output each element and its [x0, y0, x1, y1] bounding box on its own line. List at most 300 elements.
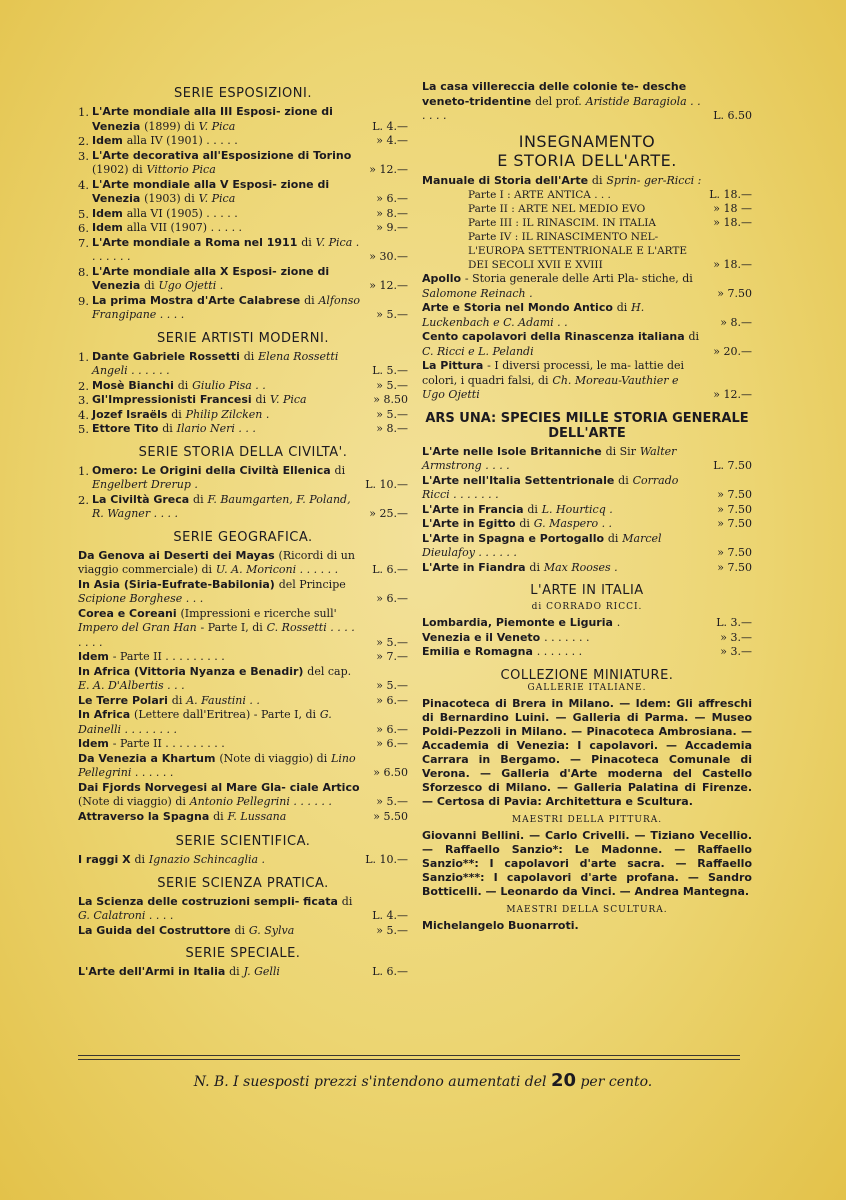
- item-author: H. Luckenbach e C. Adami . .: [422, 301, 645, 329]
- list-item: [78, 781, 408, 810]
- manuale-part: [422, 202, 752, 216]
- item-text: [92, 294, 360, 323]
- item-text: [92, 105, 360, 134]
- item-detail: di: [341, 894, 353, 908]
- miniature-paragraph: Pinacoteca di Brera in Milano. — Idem: Gli affreschi di Bernardino Luini. — Galleria di Parma. — Museo Poldi-Pezzoli in Milano. — Pinacoteca Ambrosiana. — Accademia di Venezia: I capolavori. — Accademia Carrara in Bergamo. — Pinacoteca Comunale di Verona. — Galleria d'Arte moderna del Castello Sforzesco di Milano. — Galleria Palatina di Firenze. — Certosa di Pavia: Architettura e Scultura.: [422, 696, 752, 808]
- item-detail: - Parte II . . . . . . . . .: [112, 737, 225, 750]
- item-text: [78, 781, 360, 810]
- item-text: [78, 650, 360, 665]
- item-number: 1.: [78, 463, 89, 478]
- item-author: Max Rooses .: [543, 560, 618, 574]
- item-text: [92, 379, 360, 394]
- right-column: [422, 80, 752, 933]
- item-author: G. Sylva: [248, 923, 295, 937]
- section-title-scientifica: SERIE SCIENTIFICA.: [175, 834, 311, 849]
- civilta-list: [78, 464, 408, 522]
- item-number: 4.: [78, 177, 89, 192]
- item-detail: di: [688, 330, 700, 343]
- item-title: Da Venezia a Khartum: [78, 751, 216, 765]
- item-text: [92, 493, 360, 522]
- item-text: [422, 272, 704, 301]
- item-text: [78, 737, 360, 752]
- list-item: [78, 752, 408, 781]
- item-author: Lino Pellegrini . . . . . .: [78, 751, 356, 779]
- item-text: [78, 810, 360, 825]
- item-number: 3.: [78, 393, 89, 407]
- list-item: [78, 810, 408, 825]
- item-price: » 6.50: [373, 766, 408, 779]
- item-title: In Asia (Siria-Eufrate-Babilonia): [78, 577, 275, 591]
- item-number: 5.: [78, 422, 89, 436]
- section-title-artisti: SERIE ARTISTI MODERNI.: [157, 330, 329, 346]
- item-text: [422, 474, 704, 503]
- part-price: » 18.—: [713, 216, 752, 229]
- item-author: Impero del Gran Han: [78, 621, 197, 634]
- list-item: [422, 359, 752, 403]
- item-text: [78, 694, 360, 709]
- item-price: L. 4.—: [372, 119, 408, 133]
- item-author: E. A. D'Albertis . . .: [78, 679, 185, 692]
- item-text: [78, 895, 360, 924]
- section-title-civilta: SERIE STORIA DELLA CIVILTA'.: [138, 444, 348, 460]
- item-text: [422, 517, 704, 532]
- item-title: Attraverso la Spagna: [78, 809, 210, 823]
- item-text: [78, 853, 360, 868]
- item-author: A. Faustini . .: [186, 693, 260, 707]
- section-subtitle-scultura: MAESTRI DELLA SCULTURA.: [506, 904, 668, 915]
- item-title: Jozef Israëls: [92, 407, 168, 421]
- item-title: In Africa: [78, 708, 131, 721]
- item-title: L'Arte nelle Isole Britanniche: [422, 444, 602, 458]
- list-item: [78, 493, 408, 522]
- item-detail: di: [234, 923, 246, 937]
- item-text: [92, 422, 360, 437]
- manuale-parts-list: [422, 188, 752, 272]
- item-number: 9.: [78, 293, 89, 308]
- item-price: » 6.—: [376, 693, 408, 707]
- storia-list: [422, 272, 752, 403]
- item-detail: di: [529, 560, 540, 574]
- item-price: » 5.—: [376, 407, 408, 421]
- item-number: 8.: [78, 264, 89, 279]
- item-detail: - Parte II . . . . . . . . .: [112, 650, 225, 663]
- item-title: Apollo: [422, 272, 462, 285]
- item-title: Gl'Impressionisti Francesi: [92, 393, 252, 406]
- list-item: [78, 265, 408, 294]
- list-item: [78, 665, 408, 694]
- item-number: 2.: [78, 492, 89, 507]
- manuale-part: [422, 230, 752, 272]
- item-title: Idem: [92, 206, 123, 220]
- item-text: [422, 645, 704, 660]
- list-item: [422, 645, 752, 660]
- item-text: [422, 445, 704, 474]
- item-title: La Scienza delle costruzioni sempli- ficata: [78, 894, 338, 908]
- item-text: [78, 752, 360, 781]
- item-detail: di: [134, 853, 146, 866]
- item-detail: . . . . . . .: [536, 645, 583, 658]
- item-title: Idem: [92, 221, 123, 234]
- item-author: Scipione Borghese . . .: [78, 592, 204, 605]
- item-text: [78, 607, 360, 651]
- section-title-esposizioni: SERIE ESPOSIZIONI.: [174, 86, 312, 101]
- item-title: L'Arte decorativa all'Esposizione: [92, 148, 294, 162]
- item-detail: di: [213, 809, 224, 823]
- item-price: » 7.50: [717, 517, 752, 530]
- list-item: [78, 207, 408, 222]
- item-title: L'Arte mondiale alla V Esposi-: [92, 177, 277, 191]
- item-price: » 6.—: [376, 737, 408, 750]
- list-item: [78, 853, 408, 868]
- list-item: [78, 408, 408, 423]
- list-item: [78, 236, 408, 265]
- item-price: » 25.—: [369, 507, 408, 520]
- item-detail: alla IV (1901) . . . . .: [126, 134, 238, 147]
- part-title: Parte I : ARTE ANTICA . . .: [468, 189, 611, 201]
- item-detail: del cap.: [307, 664, 352, 678]
- item-title: Omero: Le Origini della Civiltà: [92, 463, 279, 477]
- item-title: Ettore Tito: [92, 422, 159, 435]
- item-price: L. 7.50: [713, 459, 752, 472]
- item-price: » 3.—: [720, 630, 752, 644]
- item-author: Marcel Dieulafoy . . . . . .: [422, 531, 662, 559]
- item-author: Engelbert Drerup .: [92, 478, 198, 491]
- item-title-cont: zione di Venezia: [92, 105, 333, 133]
- list-item: [78, 737, 408, 752]
- list-item: [78, 650, 408, 665]
- left-column: [78, 80, 408, 980]
- list-item: [78, 607, 408, 651]
- item-title: Dai Fjords Norvegesi al Mare Gla- ciale Artico: [78, 780, 360, 794]
- section-title-arte-italia: L'ARTE IN ITALIA: [530, 583, 644, 598]
- item-author: U. A. Moriconi . . . . . .: [215, 563, 339, 576]
- item-author: V. Pica . . . . . . .: [92, 235, 360, 263]
- item-price: L. 5.—: [372, 364, 408, 377]
- arte-italia-list: [422, 616, 752, 660]
- list-item: [78, 895, 408, 924]
- part-price: » 18.—: [713, 258, 752, 271]
- item-detail: di: [255, 393, 267, 406]
- item-price: » 8.—: [376, 206, 408, 220]
- item-title: Lombardia, Piemonte e Liguria: [422, 616, 613, 629]
- item-price: » 7.—: [376, 650, 408, 663]
- item-price: » 7.50: [717, 546, 752, 559]
- item-author: F. Baumgarten, F. Poland, R. Wagner . . . .: [92, 492, 351, 520]
- item-text: [92, 207, 360, 222]
- item-author: G. Calatroni . . . .: [78, 909, 174, 922]
- item-price: » 5.—: [376, 635, 408, 649]
- list-item: [78, 393, 408, 408]
- item-detail: . . . . . . .: [544, 630, 590, 644]
- item-detail: di: [618, 473, 629, 487]
- item-title: L'Arte nell'Italia Settentrionale: [422, 473, 615, 487]
- ars-una-list: [422, 445, 752, 576]
- section-title-scienza-pratica: SERIE SCIENZA PRATICA.: [157, 875, 329, 891]
- item-title: L'Arte in Egitto: [422, 517, 516, 530]
- item-price: » 12.—: [713, 388, 752, 401]
- item-author: C. Ricci e L. Pelandi: [422, 344, 534, 358]
- list-item: La casa villereccia delle colonie te- desche veneto-tridentine del prof. Aristide Baragiola . . . . . . L. 6.50: [422, 80, 752, 122]
- list-item: [422, 631, 752, 646]
- item-price: » 3.—: [720, 645, 752, 658]
- item-price: » 5.—: [376, 378, 408, 392]
- item-price: » 6.—: [376, 722, 408, 736]
- geografica-list: [78, 549, 408, 825]
- item-author: Elena Rossetti Angeli . . . . . .: [92, 349, 339, 377]
- item-author: G. Dainelli . . . . . . . .: [78, 708, 332, 736]
- section-title-ars-una: ARS UNA: SPECIES MILLE STORIA GENERALE DELL'ARTE: [425, 410, 749, 441]
- list-item: [422, 445, 752, 474]
- list-item: [78, 549, 408, 578]
- item-title: In Africa (Vittoria Nyanza e Benadir): [78, 664, 304, 678]
- item-author: L. Hourticq .: [541, 502, 613, 516]
- item-price: » 7.50: [717, 286, 752, 300]
- list-item: [78, 105, 408, 134]
- speciale-list: [78, 965, 408, 980]
- item-detail: di: [301, 235, 312, 249]
- list-item: [78, 134, 408, 149]
- item-title: La Guida del Costruttore: [78, 923, 231, 937]
- item-author: Walter Armstrong . . . .: [422, 444, 677, 472]
- item-number: 5.: [78, 206, 89, 221]
- item-price: » 5.—: [376, 308, 408, 321]
- item-title: Idem: [92, 134, 123, 147]
- item-text: [78, 708, 360, 737]
- item-price: L. 6.—: [372, 563, 408, 576]
- item-author: Alfonso Frangipane . . . .: [92, 293, 360, 321]
- footer-note: N. B. I suesposti prezzi s'intendono aumentati del 20 per cento.: [193, 1070, 653, 1091]
- list-item: [422, 532, 752, 561]
- item-detail: del Principe: [278, 577, 346, 591]
- item-price: L. 10.—: [365, 853, 408, 866]
- item-price: » 20.—: [713, 344, 752, 358]
- item-author: V. Pica: [269, 393, 307, 406]
- item-detail: .: [616, 616, 621, 629]
- item-price: » 7.50: [717, 488, 752, 501]
- item-text: [92, 408, 360, 423]
- item-price: » 30.—: [369, 250, 408, 263]
- item-text: [422, 330, 704, 359]
- item-detail: di: [162, 422, 173, 435]
- item-price: » 5.—: [376, 795, 408, 808]
- item-price: » 8.—: [376, 422, 408, 435]
- item-detail: alla VII (1907) . . . . .: [126, 221, 243, 234]
- item-detail: (Note di viaggio) di: [219, 751, 328, 765]
- section-subtitle: di CORRADO RICCI.: [531, 602, 643, 612]
- item-detail: di: [177, 378, 189, 392]
- footer-rule: [78, 1059, 740, 1060]
- item-price: » 12.—: [369, 279, 408, 292]
- item-number: 4.: [78, 407, 89, 422]
- item-detail: alla VI (1905) . . . . .: [126, 206, 238, 220]
- list-item: [78, 965, 408, 980]
- item-title: L'Arte in Fiandra: [422, 560, 526, 574]
- part-title: Parte IV : IL RINASCIMENTO NEL- L'EUROPA SETTENTRIONALE E L'ARTE DEI SECOLI XVII E XVIII: [468, 231, 688, 271]
- item-price: » 6.—: [376, 592, 408, 605]
- item-number: 7.: [78, 235, 89, 250]
- item-number: 2.: [78, 134, 89, 148]
- item-title: Venezia e il Veneto: [422, 630, 541, 644]
- item-title: La Civiltà Greca: [92, 492, 190, 506]
- item-title: Idem: [78, 650, 109, 663]
- list-item: [422, 272, 752, 301]
- scienza-pratica-list: [78, 895, 408, 939]
- item-text: [78, 665, 360, 694]
- item-title: La prima Mostra d'Arte Calabrese: [92, 293, 301, 307]
- item-detail: - Parte I, di: [200, 621, 263, 634]
- item-text: [422, 301, 704, 330]
- item-title: Idem: [78, 737, 109, 750]
- section-subtitle-pittura: MAESTRI DELLA PITTURA.: [511, 814, 663, 825]
- list-item: [422, 301, 752, 330]
- item-author: Corrado Ricci . . . . . . .: [422, 473, 679, 501]
- item-detail: (Ricordi di un viaggio commerciale) di: [78, 548, 355, 576]
- scultura-paragraph: Michelangelo Buonarroti.: [422, 918, 579, 932]
- item-detail: di: [519, 517, 530, 530]
- item-text: [92, 134, 360, 149]
- item-title: Mosè Bianchi: [92, 378, 174, 392]
- manuale-part: [422, 216, 752, 230]
- item-detail: di: [527, 502, 538, 516]
- item-author: Philip Zilcken .: [185, 407, 270, 421]
- item-title: La Pittura: [422, 359, 484, 372]
- item-text: [92, 464, 360, 493]
- item-title: L'Arte mondiale alla X Esposi-: [92, 264, 277, 278]
- item-text: [78, 549, 360, 578]
- footer-rule: [78, 1055, 740, 1056]
- item-text: [422, 631, 704, 646]
- part-price: L. 18.—: [709, 188, 752, 201]
- list-item: [78, 694, 408, 709]
- item-title: Dante Gabriele Rossetti: [92, 349, 240, 363]
- item-title: L'Arte mondiale alla III Esposi-: [92, 105, 281, 118]
- item-text: [92, 149, 360, 178]
- list-item: [78, 178, 408, 207]
- section-title-geografica: SERIE GEOGRAFICA.: [173, 529, 313, 545]
- section-title-insegnamento: INSEGNAMENTO E STORIA DELL'ARTE.: [497, 131, 677, 170]
- item-detail: - Storia generale delle Arti Pla- stiche, di: [464, 272, 693, 285]
- item-author: F. Lussana: [227, 809, 287, 823]
- item-detail: (1902) di: [92, 163, 143, 176]
- item-title: L'Arte in Spagna e Portogallo: [422, 531, 605, 545]
- item-price: » 5.50: [373, 809, 408, 823]
- item-text: [78, 965, 360, 980]
- item-title: Le Terre Polari: [78, 693, 168, 707]
- list-item: [78, 149, 408, 178]
- item-text: [78, 924, 360, 939]
- item-detail: (1899) di: [144, 119, 195, 133]
- item-title-cont: di Torino: [297, 148, 352, 162]
- item-price: » 9.—: [376, 221, 408, 234]
- item-price: » 12.—: [369, 163, 408, 176]
- item-price: » 8.50: [373, 393, 408, 406]
- item-detail: di: [243, 349, 255, 363]
- list-item: [422, 330, 752, 359]
- item-text: [92, 350, 360, 379]
- item-price: » 6.—: [376, 192, 408, 205]
- item-title-cont: zione di Venezia: [92, 177, 330, 205]
- list-item: [422, 616, 752, 631]
- list-item: [78, 422, 408, 437]
- list-item: [422, 517, 752, 532]
- artisti-list: [78, 350, 408, 437]
- item-price: » 5.—: [376, 679, 408, 692]
- item-title: L'Arte dell'Armi in Italia: [78, 965, 226, 978]
- item-author: Ch. Moreau-Vauthier e Ugo Ojetti: [422, 373, 679, 401]
- section-title-speciale: SERIE SPECIALE.: [185, 946, 301, 961]
- section-subtitle: GALLERIE ITALIANE.: [527, 682, 647, 693]
- item-detail: di: [171, 407, 182, 421]
- list-item: [78, 464, 408, 493]
- item-author: V. Pica: [198, 119, 236, 133]
- list-item: [422, 561, 752, 576]
- item-text: [422, 359, 704, 403]
- item-detail: di Sir: [605, 444, 636, 458]
- item-author: V. Pica: [198, 192, 236, 205]
- item-author: Ignazio Schincaglia .: [148, 853, 266, 866]
- item-number: 3.: [78, 148, 89, 163]
- list-item: [422, 503, 752, 518]
- part-title: Parte III : IL RINASCIM. IN ITALIA: [468, 217, 656, 229]
- item-detail: - I diversi processi, le ma- lattie dei colori, i quadri falsi, di: [422, 359, 685, 387]
- item-number: 1.: [78, 105, 89, 119]
- scientifica-list: [78, 853, 408, 868]
- list-item: [78, 379, 408, 394]
- item-title: I raggi X: [78, 853, 131, 866]
- item-number: 6.: [78, 221, 89, 235]
- list-item: [78, 578, 408, 607]
- item-text: [92, 393, 360, 408]
- item-price: » 5.—: [376, 923, 408, 937]
- item-text: [422, 561, 704, 576]
- item-author: Ilario Neri . . .: [176, 422, 256, 435]
- item-title: Arte e Storia nel Mondo Antico: [422, 301, 613, 314]
- item-price: » 8.—: [720, 315, 752, 329]
- list-item: [78, 221, 408, 236]
- section-title-miniature: COLLEZIONE MINIATURE.: [500, 667, 674, 683]
- item-author: Ugo Ojetti .: [158, 279, 224, 292]
- part-price: » 18 —: [713, 202, 752, 215]
- item-author: G. Maspero . .: [533, 517, 613, 530]
- item-text: [92, 221, 360, 236]
- list-item: [78, 350, 408, 379]
- item-price: L. 3.—: [716, 616, 752, 629]
- item-price: » 7.50: [717, 502, 752, 516]
- item-text: [422, 532, 704, 561]
- item-detail: (Impressioni e ricerche sull': [180, 606, 337, 620]
- item-author: Salomone Reinach .: [422, 286, 533, 300]
- pittura-paragraph: Giovanni Bellini. — Carlo Crivelli. — Tiziano Vecellio. — Raffaello Sanzio*: Le Madonne. — Raffaello Sanzio**: I capolavori d'arte sacra. — Raffaello Sanzio***: I capolavori d'arte profana. — Sandro Botticelli. — Leonardo da Vinci. — Andrea Mantegna.: [422, 828, 752, 898]
- item-title: Da Genova ai Deserti dei Mayas: [78, 548, 275, 562]
- item-text: [422, 503, 704, 518]
- item-price: L. 6.—: [372, 965, 408, 978]
- list-item: [78, 294, 408, 323]
- item-detail: di: [334, 463, 346, 477]
- item-author: Giulio Pisa . .: [192, 378, 266, 392]
- item-number: 1.: [78, 349, 89, 364]
- item-detail: di: [193, 492, 204, 506]
- item-detail: di: [229, 965, 240, 978]
- item-author: J. Gelli: [243, 965, 280, 978]
- item-detail: (Lettere dall'Eritrea) - Parte I, di: [134, 708, 317, 721]
- item-detail: di: [171, 693, 183, 707]
- item-title-cont: zione di Venezia: [92, 264, 330, 292]
- item-detail: (Note di viaggio) di: [78, 795, 186, 808]
- item-text: [92, 236, 360, 265]
- list-item: [78, 924, 408, 939]
- item-detail: di: [304, 293, 315, 307]
- item-text: [92, 265, 360, 294]
